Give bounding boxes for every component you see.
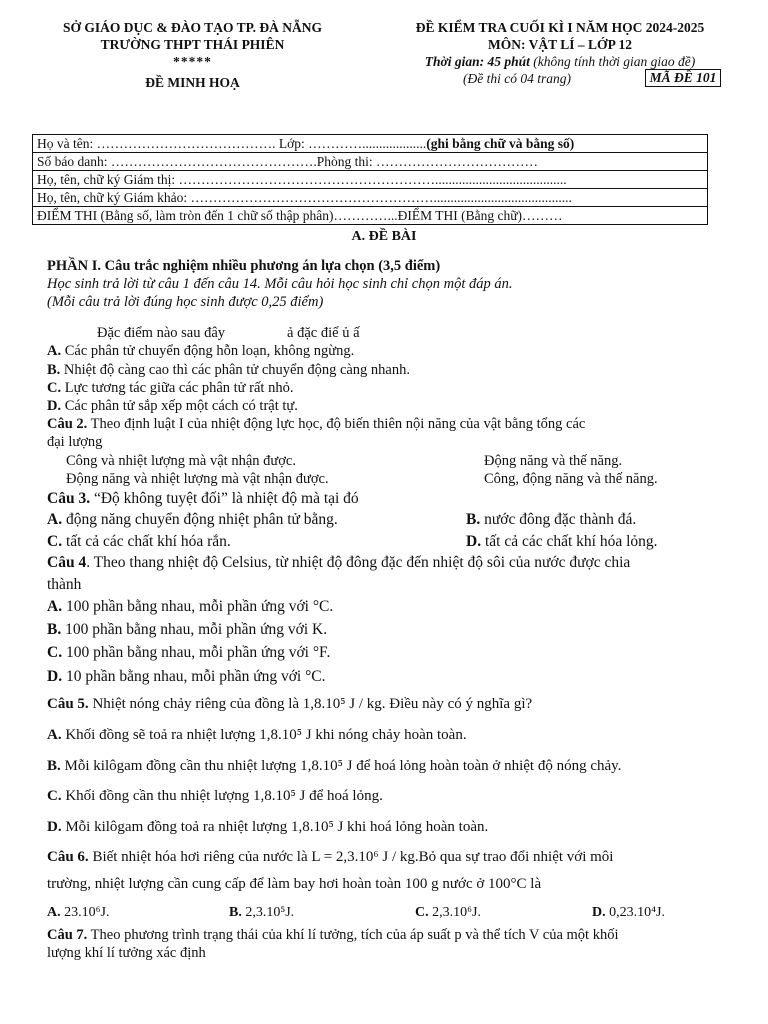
exam-code-box: MÃ ĐỀ 101 (645, 69, 721, 87)
q2-option-d[interactable]: Công, động năng và thế năng. (484, 471, 658, 487)
info-row-id[interactable]: Số báo danh: ……………………………………….Phòng thi: ……………………………… (33, 153, 707, 171)
q1-option-a[interactable]: A. Các phân tử chuyển động hỗn loạn, không ngừng. (47, 343, 355, 359)
stars-divider: ***** (173, 54, 212, 69)
q2-option-c[interactable]: Động năng và nhiệt lượng mà vật nhận được. (66, 471, 329, 487)
q2-option-b[interactable]: Động năng và thế năng. (484, 453, 623, 469)
duration: Thời gian: 45 phút (424, 54, 530, 69)
q4-option-d[interactable]: D. 10 phần bằng nhau, mỗi phần ứng với °C. (47, 668, 326, 685)
part1-note1: Học sinh trả lời từ câu 1 đến câu 14. Mỗi câu hỏi học sinh chỉ chọn một đáp án. (47, 276, 513, 292)
info-row-examiner[interactable]: Họ, tên, chữ ký Giám khảo: ………………………………………………......................................... (33, 189, 707, 207)
exam-title: ĐỀ KIỂM TRA CUỐI KÌ I NĂM HỌC 2024-2025 (415, 20, 705, 35)
q5-option-b[interactable]: B. Mỗi kilôgam đồng cần thu nhiệt lượng 1,8.10⁵ J để hoá lỏng hoàn toàn ở nhiệt độ nóng chảy. (47, 758, 622, 774)
q6-stem-cont: trường, nhiệt lượng cần cung cấp để làm bay hơi hoàn toàn 100 g nước ở 100°C là (47, 876, 542, 892)
q4-option-b[interactable]: B. 100 phần bằng nhau, mỗi phần ứng với K. (47, 621, 328, 638)
duration-note: (không tính thời gian giao đề) (529, 54, 696, 69)
q3-option-b[interactable]: B. nước đông đặc thành đá. (466, 511, 637, 528)
part1-title: PHẦN I. Câu trắc nghiệm nhiều phương án lựa chọn (3,5 điểm) (47, 258, 441, 274)
part1-note2: (Mỗi câu trả lời đúng học sinh được 0,25 điểm) (47, 294, 324, 310)
q6-option-a[interactable]: A. 23.10⁶J. (47, 905, 110, 920)
student-info-table (32, 134, 708, 225)
q5-stem: Câu 5. Nhiệt nóng chảy riêng của đồng là 1,8.10⁵ J / kg. Điều này có ý nghĩa gì? (47, 696, 533, 712)
exam-type: ĐỀ MINH HOẠ (145, 75, 240, 90)
q4-stem-cont: thành (47, 576, 82, 593)
school-name: TRƯỜNG THPT THÁI PHIÊN (100, 37, 285, 52)
q2-option-a[interactable]: Công và nhiệt lượng mà vật nhận được. (66, 453, 296, 469)
q4-stem: Câu 4. Theo thang nhiệt độ Celsius, từ nhiệt độ đông đặc đến nhiệt độ sôi của nước được chia (47, 554, 631, 571)
info-row-proctor[interactable]: Họ, tên, chữ ký Giám thị: …………………………………………………....................................... (33, 171, 707, 189)
page-count: (Đề thi có 04 trang) (463, 71, 571, 86)
q6-option-b[interactable]: B. 2,3.10⁵J. (229, 905, 295, 920)
q5-option-c[interactable]: C. Khối đồng cần thu nhiệt lượng 1,8.10⁵ J để hoá lỏng. (47, 788, 383, 804)
q5-option-a[interactable]: A. Khối đồng sẽ toả ra nhiệt lượng 1,8.10⁵ J khi nóng chảy hoàn toàn. (47, 727, 467, 743)
q3-option-a[interactable]: A. động năng chuyển động nhiệt phân tử bằng. (47, 511, 338, 528)
q6-option-c[interactable]: C. 2,3.10⁶J. (415, 905, 481, 920)
q1-option-c[interactable]: C. Lực tương tác giữa các phân tử rất nhỏ. (47, 380, 294, 396)
q3-option-d[interactable]: D. tất cả các chất khí hóa lỏng. (466, 533, 658, 550)
q2-stem-cont: đại lượng (47, 434, 103, 450)
info-row-name[interactable]: Họ và tên: …………………………………. Lớp: …………...................(ghi bằng chữ và bằng số) (33, 135, 707, 153)
q2-stem: Câu 2. Theo định luật I của nhiệt động lực học, độ biến thiên nội năng của vật bằng tổng các (47, 416, 586, 432)
q7-stem-cont: lượng khí lí tưởng xác định (47, 945, 206, 961)
q7-stem: Câu 7. Theo phương trình trạng thái của khí lí tưởng, tích của áp suất p và thể tích V của một khối (47, 927, 619, 943)
q6-stem: Câu 6. Biết nhiệt hóa hơi riêng của nước là L = 2,3.10⁶ J / kg.Bỏ qua sự trao đổi nhiệt với môi (47, 849, 614, 865)
q1-option-d[interactable]: D. Các phân tử sắp xếp một cách có trật tự. (47, 398, 298, 414)
q6-option-d[interactable]: D. 0,23.10⁴J. (592, 905, 665, 920)
section-title: A. ĐỀ BÀI (351, 229, 417, 244)
q4-option-a[interactable]: A. 100 phần bằng nhau, mỗi phần ứng với °C. (47, 598, 334, 615)
q3-option-c[interactable]: C. tất cả các chất khí hóa rắn. (47, 533, 231, 550)
q1-stem: Đặc điểm nào sau đây ả đặc điể ủ ấ (97, 325, 360, 341)
school-header (40, 19, 345, 91)
info-row-score[interactable]: ĐIỂM THI (Bằng số, làm tròn đến 1 chữ số thập phân)…………...ĐIỂM THI (Bằng chữ)……… (37, 208, 563, 223)
department-name: SỞ GIÁO DỤC & ĐÀO TẠO TP. ĐÀ NẴNG (63, 20, 322, 35)
subject: MÔN: VẬT LÍ – LỚP 12 (488, 37, 632, 52)
q1-option-b[interactable]: B. Nhiệt độ càng cao thì các phân tử chuyển động càng nhanh. (47, 362, 410, 378)
q3-stem: Câu 3. “Độ không tuyệt đối” là nhiệt độ mà tại đó (47, 490, 359, 507)
q5-option-d[interactable]: D. Mỗi kilôgam đồng toả ra nhiệt lượng 1,8.10⁵ J khi hoá lỏng hoàn toàn. (47, 819, 489, 835)
q4-option-c[interactable]: C. 100 phần bằng nhau, mỗi phần ứng với °F. (47, 644, 331, 661)
